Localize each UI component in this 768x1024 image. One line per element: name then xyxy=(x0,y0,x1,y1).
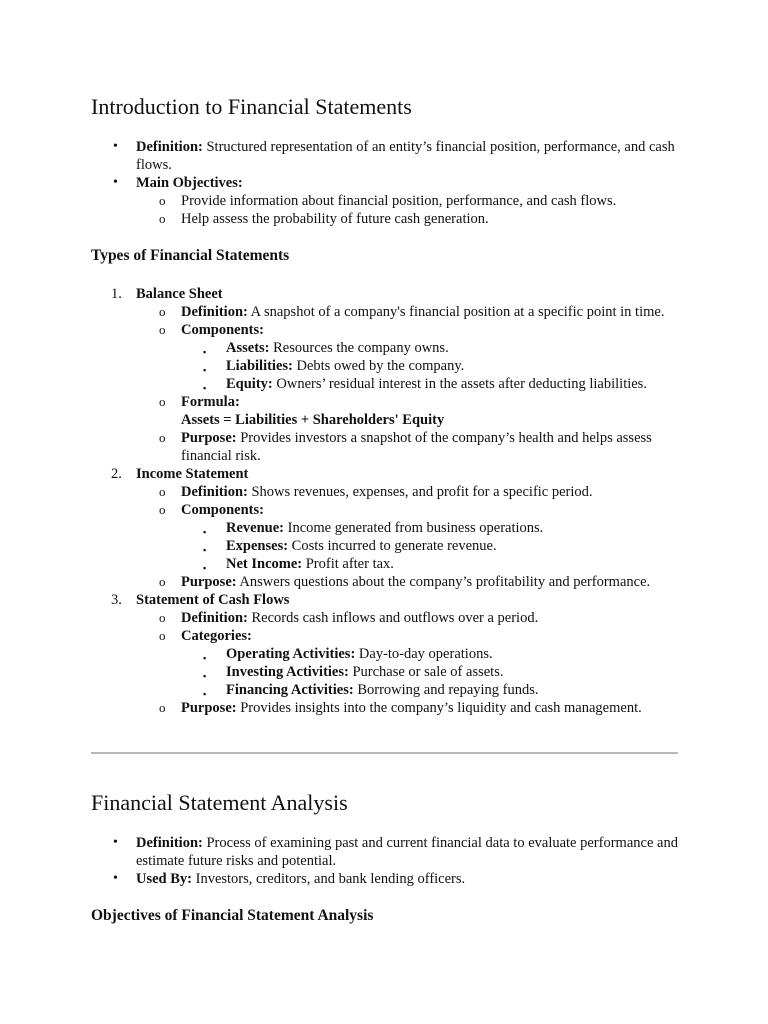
category-label: Operating Activities: xyxy=(226,646,356,662)
bullet-circle: o xyxy=(159,211,166,226)
item-title: Income Statement xyxy=(136,466,249,482)
heading-intro: Introduction to Financial Statements xyxy=(91,94,412,119)
list-item xyxy=(91,192,681,210)
list-item xyxy=(91,681,681,699)
component-text: Costs incurred to generate revenue. xyxy=(288,538,497,554)
label-definition: Definition: xyxy=(136,139,203,155)
list-item xyxy=(91,591,681,609)
bullet-circle: o xyxy=(159,193,166,208)
list-item xyxy=(91,285,681,303)
objective-text: Provide information about financial position, performance, and cash flows. xyxy=(181,193,617,209)
text-purpose: Provides investors a snapshot of the company’s health and helps assess financial risk. xyxy=(181,430,652,464)
label-definition: Definition: xyxy=(136,835,203,851)
bullet-circle: o xyxy=(159,430,166,445)
intro-list xyxy=(91,138,681,228)
list-item xyxy=(91,393,681,429)
list-item xyxy=(91,519,681,537)
list-item xyxy=(91,339,681,357)
types-list xyxy=(91,285,681,717)
text-purpose: Answers questions about the company’s profitability and performance. xyxy=(236,574,651,590)
bullet-circle: o xyxy=(159,304,166,319)
list-item xyxy=(91,834,681,870)
bullet-square: ▪ xyxy=(203,365,207,375)
list-item xyxy=(91,321,681,339)
bullet-square: ▪ xyxy=(203,545,207,555)
list-item xyxy=(91,357,681,375)
list-item xyxy=(91,138,681,174)
list-item xyxy=(91,501,681,519)
label-purpose: Purpose: xyxy=(181,574,237,590)
category-text: Day-to-day operations. xyxy=(355,646,493,662)
list-item xyxy=(91,483,681,501)
list-item xyxy=(91,375,681,393)
text-definition: Process of examining past and current financial data to evaluate performance and estimate future risks and potential. xyxy=(136,835,678,869)
bullet-disc: • xyxy=(113,139,118,154)
bullet-circle: o xyxy=(159,628,166,643)
label-used-by: Used By: xyxy=(136,871,192,887)
list-item xyxy=(91,537,681,555)
list-item xyxy=(91,663,681,681)
bullet-circle: o xyxy=(159,322,166,337)
label-components: Components: xyxy=(181,502,264,518)
label-definition: Definition: xyxy=(181,304,248,320)
bullet-circle: o xyxy=(159,700,166,715)
bullet-circle: o xyxy=(159,394,166,409)
text-used-by: Investors, creditors, and bank lending officers. xyxy=(192,871,466,887)
objective-text: Help assess the probability of future cash generation. xyxy=(181,211,489,227)
item-number: 1. xyxy=(111,286,122,302)
component-label: Revenue: xyxy=(226,520,284,536)
bullet-square: ▪ xyxy=(203,671,207,681)
bullet-square: ▪ xyxy=(203,653,207,663)
list-item xyxy=(91,174,681,192)
list-item xyxy=(91,609,681,627)
bullet-disc: • xyxy=(113,871,118,886)
list-item xyxy=(91,870,681,888)
category-text: Borrowing and repaying funds. xyxy=(353,682,539,698)
list-item xyxy=(91,645,681,663)
list-item xyxy=(91,429,681,465)
category-text: Purchase or sale of assets. xyxy=(348,664,504,680)
label-definition: Definition: xyxy=(181,610,248,626)
bullet-square: ▪ xyxy=(203,689,207,699)
analysis-list xyxy=(91,834,681,888)
heading-objectives-analysis: Objectives of Financial Statement Analysis xyxy=(91,907,374,924)
text-definition: Structured representation of an entity’s financial position, performance, and cash flows. xyxy=(136,139,675,173)
list-item xyxy=(91,303,681,321)
text-purpose: Provides insights into the company’s liquidity and cash management. xyxy=(236,700,642,716)
label-purpose: Purpose: xyxy=(181,430,237,446)
list-item xyxy=(91,210,681,228)
list-item xyxy=(91,627,681,645)
item-number: 3. xyxy=(111,592,122,608)
component-label: Equity: xyxy=(226,376,273,392)
item-title: Statement of Cash Flows xyxy=(136,592,290,608)
section-divider xyxy=(91,752,678,754)
heading-analysis: Financial Statement Analysis xyxy=(91,790,348,815)
category-label: Investing Activities: xyxy=(226,664,349,680)
component-label: Expenses: xyxy=(226,538,289,554)
text-definition: A snapshot of a company's financial position at a specific point in time. xyxy=(247,304,665,320)
category-label: Financing Activities: xyxy=(226,682,354,698)
label-categories: Categories: xyxy=(181,628,252,644)
formula-text: Assets = Liabilities + Shareholders' Equity xyxy=(181,412,445,428)
component-text: Profit after tax. xyxy=(302,556,394,572)
component-text: Owners’ residual interest in the assets after deducting liabilities. xyxy=(272,376,647,392)
bullet-circle: o xyxy=(159,502,166,517)
label-purpose: Purpose: xyxy=(181,700,237,716)
list-item xyxy=(91,699,681,717)
bullet-disc: • xyxy=(113,175,118,190)
label-main-objectives: Main Objectives: xyxy=(136,175,243,191)
component-text: Income generated from business operations. xyxy=(284,520,544,536)
list-item xyxy=(91,555,681,573)
component-text: Debts owed by the company. xyxy=(292,358,465,374)
list-item xyxy=(91,573,681,591)
item-title: Balance Sheet xyxy=(136,286,223,302)
bullet-square: ▪ xyxy=(203,563,207,573)
list-item xyxy=(91,465,681,483)
component-label: Net Income: xyxy=(226,556,303,572)
bullet-square: ▪ xyxy=(203,383,207,393)
heading-types: Types of Financial Statements xyxy=(91,247,290,264)
item-number: 2. xyxy=(111,466,122,482)
component-label: Liabilities: xyxy=(226,358,293,374)
bullet-circle: o xyxy=(159,610,166,625)
bullet-disc: • xyxy=(113,835,118,850)
label-definition: Definition: xyxy=(181,484,248,500)
bullet-square: ▪ xyxy=(203,527,207,537)
label-formula: Formula: xyxy=(181,394,240,410)
text-definition: Shows revenues, expenses, and profit for a specific period. xyxy=(247,484,593,500)
text-definition: Records cash inflows and outflows over a period. xyxy=(247,610,539,626)
component-text: Resources the company owns. xyxy=(269,340,449,356)
bullet-circle: o xyxy=(159,574,166,589)
label-components: Components: xyxy=(181,322,264,338)
bullet-circle: o xyxy=(159,484,166,499)
bullet-square: ▪ xyxy=(203,347,207,357)
component-label: Assets: xyxy=(226,340,270,356)
